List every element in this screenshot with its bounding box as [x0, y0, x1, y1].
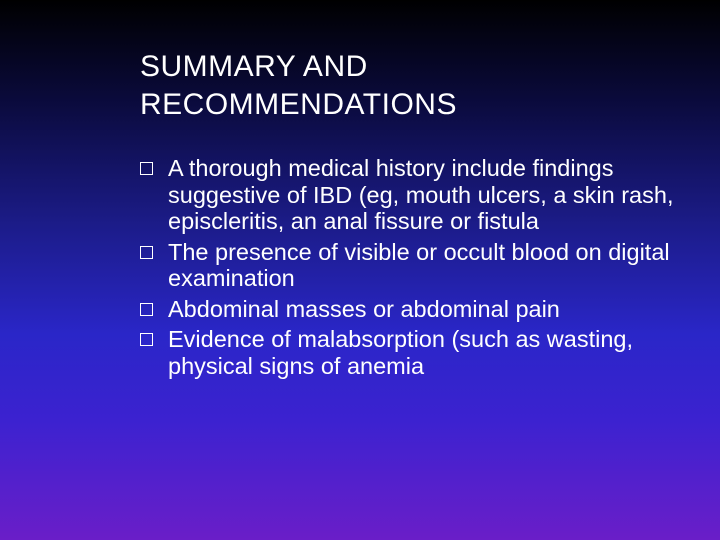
hollow-square-bullet-icon [140, 162, 153, 175]
bullet-item-blood [140, 239, 680, 292]
bullet-text: A thorough medical history include findings suggestive of IBD (eg, mouth ulcers, a skin rash, episcleritis, an anal fissure or fistula [168, 155, 674, 234]
hollow-square-bullet-icon [140, 303, 153, 316]
hollow-square-bullet-icon [140, 333, 153, 346]
bullet-item-abdominal [140, 296, 680, 323]
bullet-text: Abdominal masses or abdominal pain [168, 295, 560, 322]
slide-title: SUMMARY AND RECOMMENDATIONS [140, 50, 457, 121]
bullet-text: Evidence of malabsorption (such as wasting, physical signs of anemia [168, 326, 634, 379]
bullet-item-medical-history [140, 155, 680, 235]
bullet-list [140, 155, 680, 383]
hollow-square-bullet-icon [140, 246, 153, 259]
bullet-text: The presence of visible or occult blood on digital examination [168, 238, 670, 291]
bullet-item-malabsorption [140, 326, 680, 379]
